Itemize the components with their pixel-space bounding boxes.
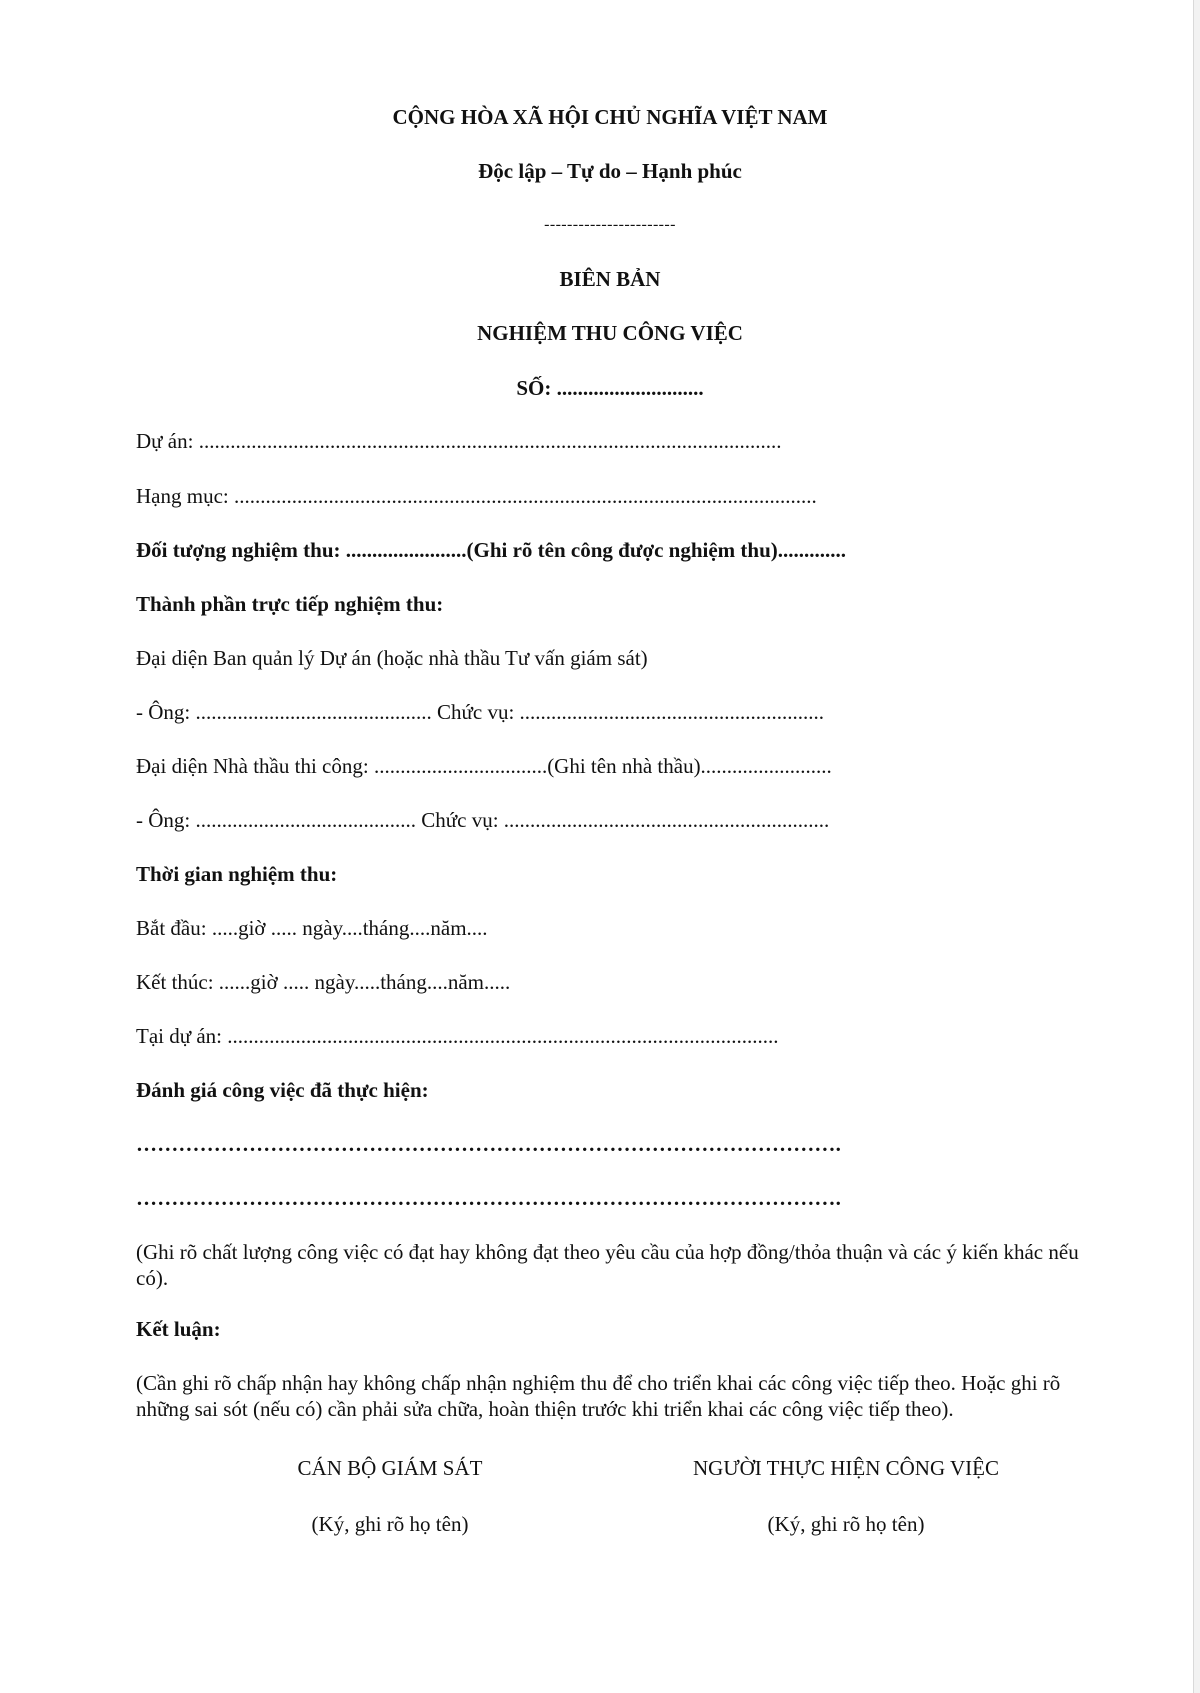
contractor-person-field: - Ông: .......................................... Chức vụ: .............................................................. [136, 808, 830, 832]
evaluation-blank-line-1: ………………………………………………………………………………………. [136, 1132, 842, 1156]
time-heading: Thời gian nghiệm thu: [136, 862, 338, 886]
contractor-representative-field: Đại diện Nhà thầu thi công: .................................(Ghi tên nhà thầu)......................... [136, 754, 832, 778]
evaluation-note: (Ghi rõ chất lượng công việc có đạt hay không đạt theo yêu cầu của hợp đồng/thỏa thuận và các ý kiến khác nếu có). [136, 1240, 1079, 1290]
evaluation-blank-line-2: ………………………………………………………………………………………. [136, 1186, 842, 1210]
project-field: Dự án: ............................................................................................................... [136, 429, 782, 453]
supervisor-signature-title: CÁN BỘ GIÁM SÁT [297, 1456, 483, 1480]
location-field: Tại dự án: ......................................................................................................... [136, 1024, 779, 1048]
conclusion-note: (Cần ghi rõ chấp nhận hay không chấp nhận nghiệm thu để cho triển khai các công việc tiếp theo. Hoặc ghi rõ những sai sót (nếu có) cần phải sửa chữa, hoàn thiện trước khi triển khai các công việc tiếp theo). [136, 1371, 1061, 1421]
project-management-representative: Đại diện Ban quản lý Dự án (hoặc nhà thầu Tư vấn giám sát) [136, 646, 648, 670]
worker-signature-note: (Ký, ghi rõ họ tên) [767, 1512, 925, 1536]
conclusion-heading: Kết luận: [136, 1317, 221, 1341]
evaluation-heading: Đánh giá công việc đã thực hiện: [136, 1078, 429, 1102]
start-time-field: Bắt đầu: .....giờ ..... ngày....tháng....năm.... [136, 916, 488, 940]
worker-signature-title: NGƯỜI THỰC HIỆN CÔNG VIỆC [693, 1456, 999, 1480]
participants-heading: Thành phần trực tiếp nghiệm thu: [136, 592, 444, 616]
category-field: Hạng mục: ............................................................................................................... [136, 484, 817, 508]
document-title: BIÊN BẢN [559, 267, 661, 291]
pm-person-field: - Ông: ............................................. Chức vụ: .......................................................... [136, 700, 825, 724]
motto: Độc lập – Tự do – Hạnh phúc [478, 159, 742, 183]
country-header: CỘNG HÒA XÃ HỘI CHỦ NGHĨA VIỆT NAM [392, 105, 828, 129]
acceptance-object-field: Đối tượng nghiệm thu: .......................(Ghi rõ tên công được nghiệm thu)............. [136, 538, 846, 562]
document-number: SỐ: ............................ [516, 376, 704, 400]
document-subtitle: NGHIỆM THU CÔNG VIỆC [477, 321, 743, 345]
header-separator: ----------------------- [544, 216, 676, 233]
supervisor-signature-note: (Ký, ghi rõ họ tên) [311, 1512, 469, 1536]
end-time-field: Kết thúc: ......giờ ..... ngày.....tháng....năm..... [136, 970, 511, 994]
